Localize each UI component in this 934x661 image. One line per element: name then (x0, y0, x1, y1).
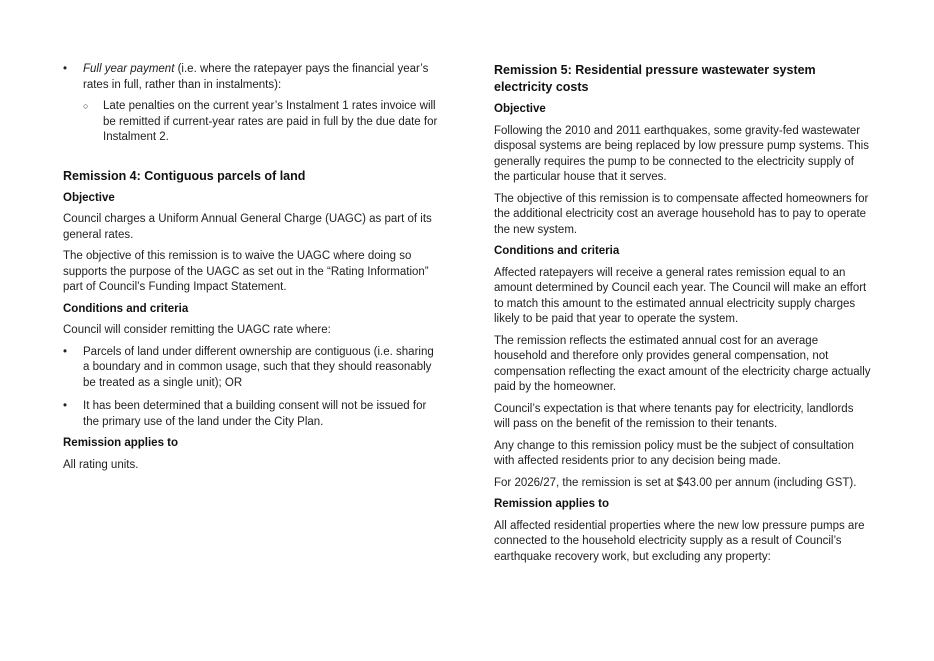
full-year-payment-term: Full year payment (83, 63, 175, 75)
remission-4-title: Remission 4: Contiguous parcels of land (63, 168, 306, 183)
paragraph: Following the 2010 and 2011 earthquakes, some gravity-fed wastewater disposal systems are being replaced by low pressure pump systems. This generally requires the pump to be connected to the electricity supply of the particular house that it serves. (494, 124, 869, 183)
list-item (83, 99, 438, 146)
right-column (494, 62, 872, 571)
paragraph: All affected residential properties where the new low pressure pumps are connected to the household electricity supply as a result of Council’s earthquake recovery work, but excluding any property: (494, 519, 865, 563)
bullet-circle-icon: ○ (83, 101, 89, 111)
full-year-payment-text: (i.e. where the ratepayer pays the financial year’s rates in full, rather than in instalments): (83, 63, 429, 91)
list-item (63, 62, 438, 146)
payment-option-list (63, 62, 438, 146)
paragraph: Any change to this remission policy must be the subject of consultation with affected residents prior to any decision being made. (494, 439, 854, 467)
paragraph: Council’s expectation is that where tenants pay for electricity, landlords will pass on the benefit of the remission to their tenants. (494, 402, 854, 430)
bullet-dot-icon: • (63, 63, 68, 75)
objective-heading: Objective (494, 103, 546, 115)
condition-text: It has been determined that a building consent will not be issued for the primary use of the land under the City Plan. (83, 400, 427, 428)
applies-heading: Remission applies to (63, 437, 179, 449)
bullet-dot-icon: • (63, 400, 68, 412)
late-penalties-text: Late penalties on the current year’s Instalment 1 rates invoice will be remitted if current-year rates are paid in full by the due date for Instalment 2. (103, 100, 438, 143)
paragraph: For 2026/27, the remission is set at $43.00 per annum (including GST). (494, 476, 857, 489)
paragraph: Council will consider remitting the UAGC rate where: (63, 324, 331, 336)
applies-heading: Remission applies to (494, 498, 610, 510)
list-item (63, 345, 438, 392)
condition-text: Parcels of land under different ownership are contiguous (i.e. sharing a boundary and in common usage, such that they should reasonably be treated as a single unit); OR (83, 345, 434, 389)
bullet-dot-icon: • (63, 345, 68, 358)
list-item (63, 399, 438, 430)
conditions-heading: Conditions and criteria (63, 302, 189, 315)
remission-5-title: Remission 5: Residential pressure wastewater system electricity costs (494, 63, 816, 94)
left-column (63, 62, 438, 479)
paragraph: The objective of this remission is to waive the UAGC where doing so supports the purpose of the UAGC as set out in the “Rating Information” part of Council’s Funding Impact Statement. (63, 250, 429, 293)
paragraph: The remission reflects the estimated annual cost for an average household and therefore only provides general compensation, not compensation reflecting the exact amount of the electricity charge actually paid by the homeowner. (494, 334, 871, 393)
paragraph: Council charges a Uniform Annual General Charge (UAGC) as part of its general rates. (63, 213, 432, 241)
sub-list (83, 99, 438, 146)
paragraph: All rating units. (63, 458, 139, 471)
objective-heading: Objective (63, 191, 115, 204)
conditions-heading: Conditions and criteria (494, 245, 620, 257)
conditions-list (63, 345, 438, 431)
paragraph: The objective of this remission is to compensate affected homeowners for the additional electricity cost an average household has to pay to operate the new system. (494, 192, 869, 236)
paragraph: Affected ratepayers will receive a general rates remission equal to an amount determined by Council each year. The Council will make an effort to match this amount to the estimated annual electricity supply charges likely to be paid that year to operate the system. (494, 266, 867, 325)
